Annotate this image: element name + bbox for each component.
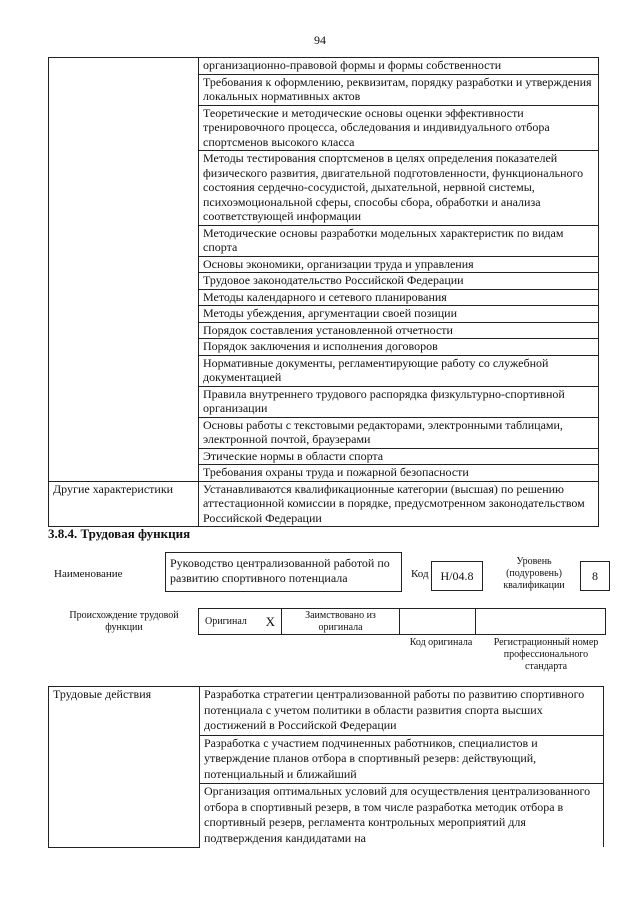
knowledge-item: Основы экономики, организации труда и управления <box>199 256 599 273</box>
code-label: Код <box>411 568 429 580</box>
level-label: Уровень (подуровень) квалификации <box>503 556 565 591</box>
knowledge-item: Правила внутреннего трудового распорядка физкультурно-спортивной организации <box>199 386 599 417</box>
knowledge-item: Требования охраны труда и пожарной безопасности <box>199 465 599 482</box>
labor-action-item: Организация оптимальных условий для осуществления централизованного отбора в спортивный резерв, в том числе разработка методик отбора в спортивный резерв, регламента контрольных мероприятий для подтверждения кандидатами на <box>200 784 604 848</box>
knowledge-item: Методические основы разработки модельных характеристик по видам спорта <box>199 225 599 256</box>
labor-actions-table <box>48 686 604 848</box>
reg-number-label: Регистрационный номер профессионального стандарта <box>493 637 599 672</box>
other-characteristics-label: Другие характеристики <box>49 481 199 527</box>
origin-check-mark: X <box>265 613 275 629</box>
table-row <box>49 58 599 75</box>
page-number: 94 <box>314 33 326 47</box>
knowledge-item: Методы календарного и сетевого планирования <box>199 289 599 306</box>
table-row <box>49 687 604 736</box>
labor-action-item: Разработка с участием подчиненных работников, специалистов и утверждение планов отбора в спортивный резерв: действующий, потенциальный и ближайший <box>200 735 604 784</box>
knowledge-item: Трудовое законодательство Российской Федерации <box>199 273 599 290</box>
origin-label: Происхождение трудовой функции <box>69 610 179 633</box>
knowledge-item: организационно-правовой формы и формы собственности <box>199 58 599 75</box>
other-characteristics-text: Устанавливаются квалификационные категории (высшая) по решению аттестационной комиссии в порядке, предусмотренном законодательством Российской Федерации <box>199 481 599 527</box>
requirements-table <box>48 57 599 527</box>
knowledge-item: Этические нормы в области спорта <box>199 448 599 465</box>
level-value-box: 8 <box>580 561 610 591</box>
knowledge-item: Порядок заключения и исполнения договоров <box>199 339 599 356</box>
requirements-label-cell <box>49 58 199 482</box>
knowledge-item: Нормативные документы, регламентирующие работу со служебной документацией <box>199 355 599 386</box>
knowledge-item: Теоретические и методические основы оценки эффективности тренировочного процесса, обследования и индивидуального отбора спортсменов высокого класса <box>199 105 599 151</box>
origin-borrowed-cell: Заимствовано из оригинала <box>282 608 400 635</box>
knowledge-item: Методы убеждения, аргументации своей позиции <box>199 306 599 323</box>
code-original-cell <box>400 608 476 635</box>
origin-row <box>198 608 606 635</box>
reg-number-cell <box>476 608 606 635</box>
origin-original-label: Оригинал <box>205 615 247 627</box>
name-label: Наименование <box>54 568 123 580</box>
section-title: 3.8.4. Трудовая функция <box>48 526 191 541</box>
table-row <box>49 481 599 527</box>
knowledge-item: Основы работы с текстовыми редакторами, электронными таблицами, электронной почтой, браузерами <box>199 417 599 448</box>
function-name-box: Руководство централизованной работой по развитию спортивного потенциала <box>165 552 402 592</box>
knowledge-item: Требования к оформлению, реквизитам, порядку разработки и утверждения локальных нормативных актов <box>199 74 599 105</box>
knowledge-item: Порядок составления установленной отчетности <box>199 322 599 339</box>
origin-original-cell <box>198 608 282 635</box>
labor-action-item: Разработка стратегии централизованной работы по развитию спортивного потенциала с учетом политики в области развития спорта высших достижений в Российской Федерации <box>200 687 604 736</box>
labor-actions-label: Трудовые действия <box>49 687 200 848</box>
knowledge-item: Методы тестирования спортсменов в целях определения показателей физического развития, двигательной подготовленности, функционального состояния сердечно-сосудистой, дыхательной, нервной системы, психоэмоциональной сферы, способы сбора, обработки и анализа соответствующей информации <box>199 151 599 226</box>
code-original-label: Код оригинала <box>409 637 473 648</box>
code-value-box: Н/04.8 <box>431 561 483 591</box>
